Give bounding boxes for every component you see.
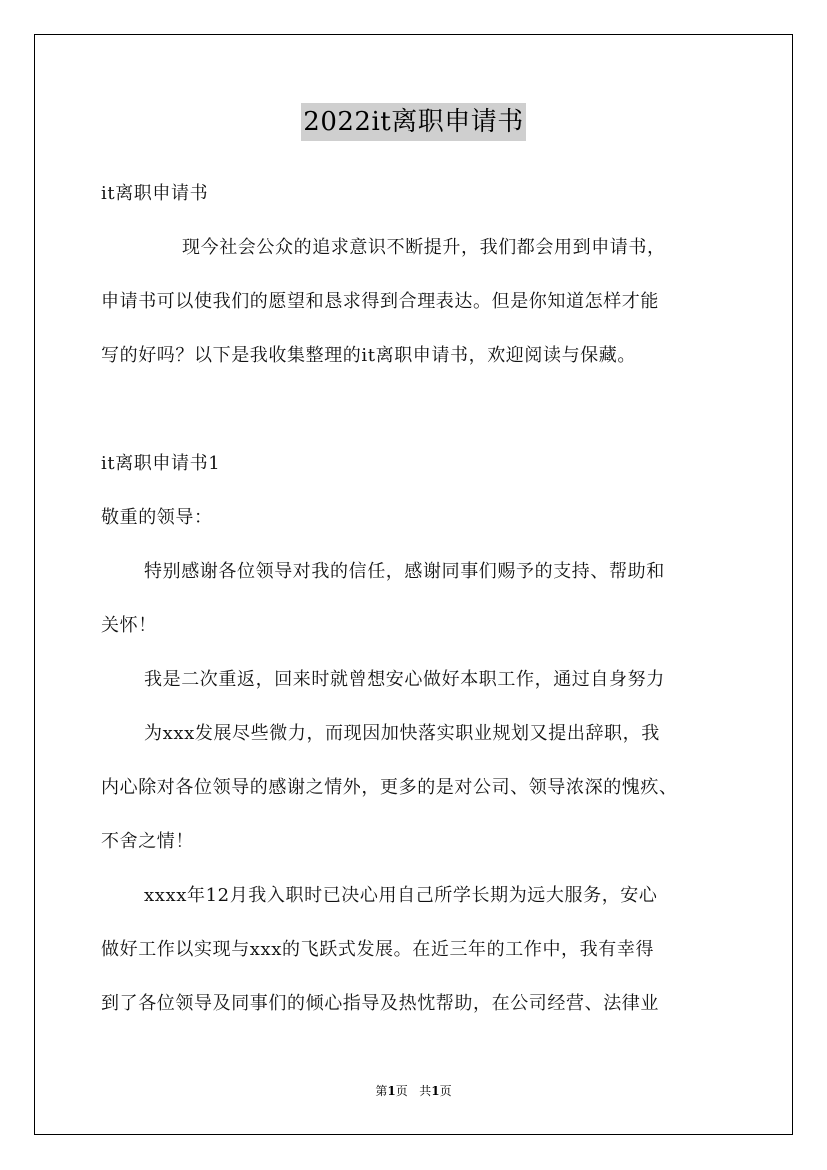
body-line-intro-2: 申请书可以使我们的愿望和恳求得到合理表达。但是你知道怎样才能	[101, 291, 659, 312]
page-label-prefix: 第	[375, 1084, 388, 1098]
title-container	[0, 103, 827, 141]
body-line-p3-2: 做好工作以实现与xxx的飞跃式发展。在近三年的工作中，我有幸得	[101, 939, 655, 960]
page-label-suffix: 页	[395, 1084, 408, 1098]
body-line-intro-1: 现今社会公众的追求意识不断提升，我们都会用到申请书，	[182, 237, 666, 258]
body-line-p1-1: 特别感谢各位领导对我的信任，感谢同事们赐予的支持、帮助和	[144, 561, 665, 582]
total-label-prefix: 共	[419, 1084, 432, 1098]
body-line-p1-2: 关怀！	[101, 615, 157, 636]
page-footer	[0, 1083, 827, 1099]
body-line-p3-3: 到了各位领导及同事们的倾心指导及热忱帮助，在公司经营、法律业	[101, 993, 659, 1014]
section-heading: it离职申请书1	[101, 453, 221, 474]
total-pages: 1	[431, 1084, 440, 1098]
page-number: 1	[387, 1084, 396, 1098]
body-line-p2-2: 为xxx发展尽些微力，而现因加快落实职业规划又提出辞职，我	[144, 723, 660, 744]
total-label-suffix: 页	[439, 1084, 452, 1098]
body-line-p2-4: 不舍之情！	[101, 831, 194, 852]
body-line-p2-3: 内心除对各位领导的感谢之情外，更多的是对公司、领导浓深的愧疚、	[101, 777, 678, 798]
document-title: 2022it离职申请书	[301, 103, 525, 141]
body-line-p2-1: 我是二次重返，回来时就曾想安心做好本职工作，通过自身努力	[144, 669, 665, 690]
body-line-p3-1: xxxx年12月我入职时已决心用自己所学长期为远大服务，安心	[144, 885, 658, 906]
body-line-subtitle: it离职申请书	[101, 183, 209, 204]
salutation: 敬重的领导：	[101, 507, 213, 528]
body-line-intro-3: 写的好吗？以下是我收集整理的it离职申请书，欢迎阅读与保藏。	[101, 345, 636, 366]
